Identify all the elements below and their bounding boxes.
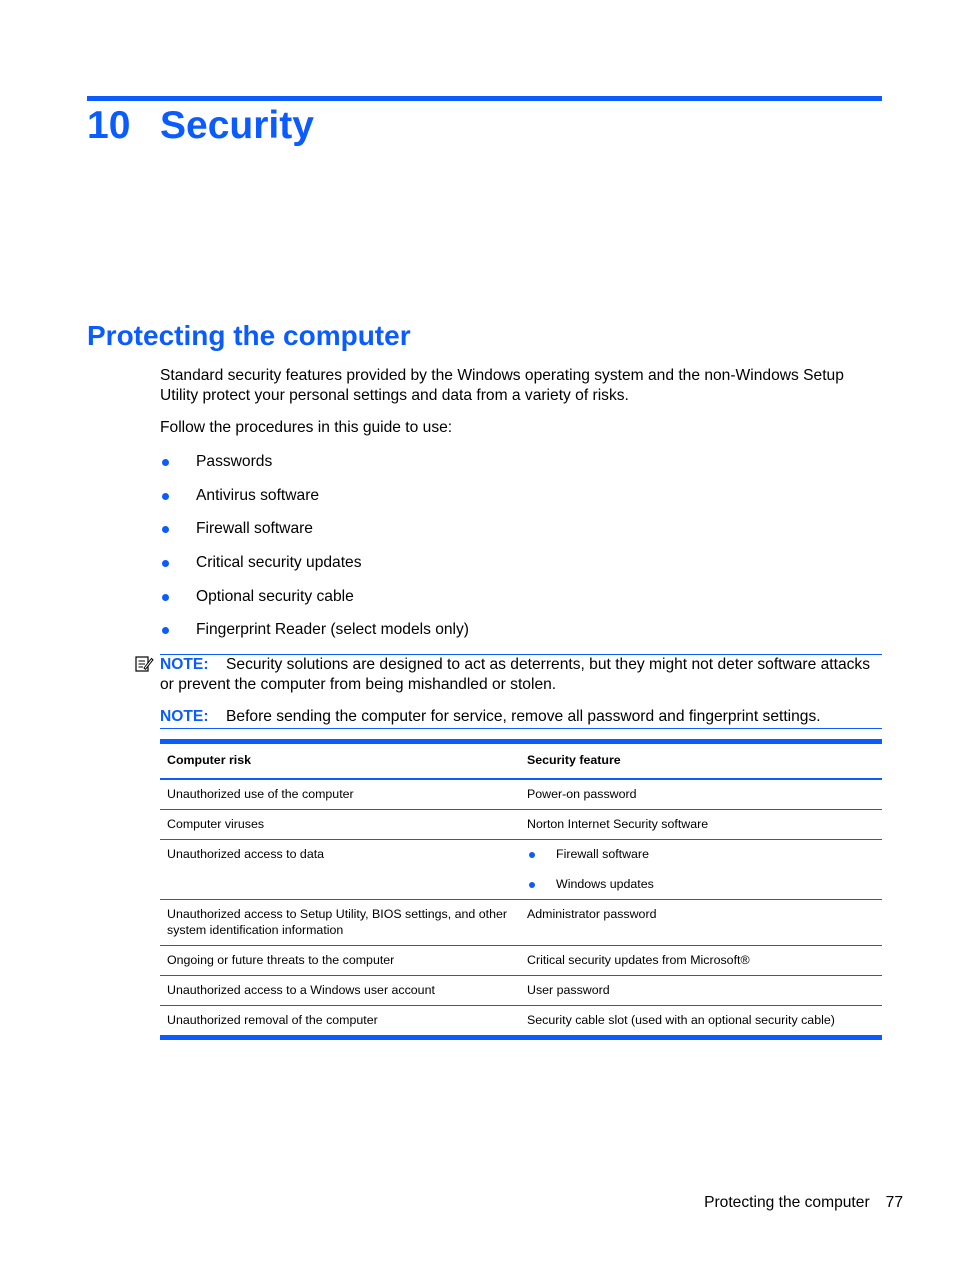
note-label: NOTE: xyxy=(160,708,209,725)
table-row xyxy=(160,976,882,1006)
procedures-lead-in: Follow the procedures in this guide to use: xyxy=(160,419,453,436)
risk-cell: Ongoing or future threats to the computer xyxy=(160,946,520,976)
feature-cell: Administrator password xyxy=(520,900,882,946)
feature-cell: Power-on password xyxy=(520,779,882,810)
list-item: Windows updates xyxy=(527,876,876,892)
page-footer xyxy=(704,1193,903,1213)
footer-section-title: Protecting the computer xyxy=(704,1194,870,1211)
table-row xyxy=(160,840,882,900)
risk-cell: Unauthorized access to data xyxy=(160,840,520,900)
table-row xyxy=(160,779,882,810)
list-item: Firewall software xyxy=(527,846,876,876)
feature-list xyxy=(160,452,469,654)
intro-paragraph: Standard security features provided by the Windows operating system and the non-Windows Setup Utility protect your personal settings and data from a variety of risks. xyxy=(160,367,844,404)
table-header-row xyxy=(160,742,882,780)
table-row xyxy=(160,810,882,840)
bullet-dot-icon xyxy=(162,594,169,601)
bullet-dot-icon xyxy=(529,882,535,888)
feature-cell: User password xyxy=(520,976,882,1006)
bullet-dot-icon xyxy=(162,526,169,533)
note-text: Security solutions are designed to act as deterrents, but they might not deter software attacks or prevent the computer from being mishandled or stolen. xyxy=(160,656,871,693)
list-item: Fingerprint Reader (select models only) xyxy=(160,620,469,654)
note-label: NOTE: xyxy=(160,656,209,673)
risk-cell: Unauthorized access to a Windows user account xyxy=(160,976,520,1006)
feature-sub-list xyxy=(527,846,876,892)
note-service xyxy=(160,707,882,729)
chapter-title-text: Security xyxy=(160,104,314,147)
table-row xyxy=(160,946,882,976)
note-pencil-icon xyxy=(134,654,154,674)
chapter-number: 10 xyxy=(87,104,131,147)
bullet-dot-icon xyxy=(162,627,169,634)
feature-cell: Norton Internet Security software xyxy=(520,810,882,840)
risk-cell: Unauthorized removal of the computer xyxy=(167,1013,378,1027)
note-text: Before sending the computer for service, remove all password and fingerprint settings. xyxy=(226,708,821,725)
column-header-risk: Computer risk xyxy=(160,742,520,780)
table-row xyxy=(160,900,882,946)
list-item: Optional security cable xyxy=(160,587,469,621)
list-item: Critical security updates xyxy=(160,553,469,587)
risk-cell: Unauthorized access to Setup Utility, BIOS settings, and other system identification information xyxy=(160,900,520,946)
table-row xyxy=(160,1006,882,1038)
note-deterrents xyxy=(160,654,882,694)
page-number: 77 xyxy=(885,1194,903,1211)
list-item: Passwords xyxy=(160,452,469,486)
feature-cell: Critical security updates from Microsoft® xyxy=(520,946,882,976)
risk-table xyxy=(160,739,882,1040)
column-header-feature: Security feature xyxy=(520,742,882,780)
bullet-dot-icon xyxy=(529,852,535,858)
risk-cell: Computer viruses xyxy=(160,810,520,840)
bullet-dot-icon xyxy=(162,493,169,500)
bullet-dot-icon xyxy=(162,459,169,466)
feature-cell: Security cable slot (used with an optional security cable) xyxy=(527,1013,835,1027)
bullet-dot-icon xyxy=(162,560,169,567)
list-item: Firewall software xyxy=(160,519,469,553)
list-item: Antivirus software xyxy=(160,486,469,520)
feature-cell xyxy=(520,840,882,900)
chapter-title xyxy=(87,101,314,151)
risk-cell: Unauthorized use of the computer xyxy=(160,779,520,810)
section-title: Protecting the computer xyxy=(87,320,411,351)
